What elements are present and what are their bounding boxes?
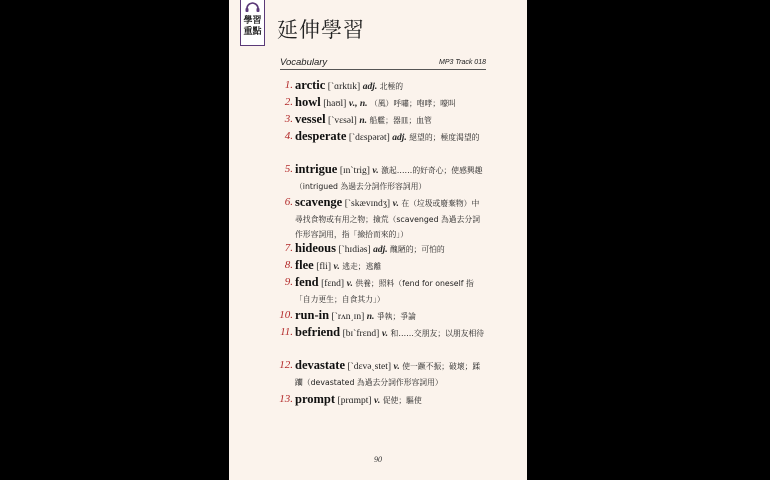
entry-ipa: [ˋhɪdiəs] bbox=[338, 245, 371, 255]
entry-ipa: [ˋdɛspərət] bbox=[348, 133, 390, 143]
entry-pos: v. bbox=[333, 262, 340, 272]
badge-line-2: 重點 bbox=[243, 27, 262, 37]
entry-pos: v. bbox=[392, 199, 399, 209]
entry-ipa: [fli] bbox=[316, 262, 331, 272]
entry-definition: 船艦；器皿；血管 bbox=[369, 116, 432, 125]
entry-pos: n. bbox=[366, 312, 375, 322]
entry-ipa: [ˋskævɪndʒ] bbox=[344, 199, 391, 209]
entry-number: 8. bbox=[284, 259, 293, 271]
entry-ipa: [haʊl] bbox=[323, 99, 347, 109]
entry-ipa: [bɪˋfrɛnd] bbox=[342, 329, 380, 339]
vocab-entry bbox=[284, 258, 487, 275]
entry-word: scavenge bbox=[295, 195, 343, 209]
book-page bbox=[229, 0, 527, 480]
entry-pos: v. bbox=[346, 279, 353, 289]
entry-pos: n. bbox=[359, 116, 367, 126]
entry-number: 3. bbox=[284, 113, 293, 125]
entry-number: 10. bbox=[279, 309, 293, 321]
entry-ipa: [ˋdɛvəˏstet] bbox=[347, 362, 392, 372]
entry-definition: 逃走；逃離 bbox=[342, 262, 382, 271]
track-label: MP3 Track 018 bbox=[439, 59, 486, 66]
entry-pos: v. bbox=[374, 396, 381, 406]
entry-definition: 促使；驅使 bbox=[382, 396, 422, 405]
entry-definition: 使一蹶不振；破壞；蹂躪（devastated 為過去分詞作形容詞用） bbox=[295, 362, 481, 387]
entry-definition: 激起……的好奇心；使感興趣（intrigued 為過去分詞作形容詞用） bbox=[295, 166, 483, 191]
entry-word: befriend bbox=[295, 325, 341, 339]
headphones-icon bbox=[244, 1, 261, 13]
entry-ipa: [ˋrʌn͵ɪn] bbox=[331, 312, 365, 322]
entry-definition: （風）呼嘯；咆哮；嚎叫 bbox=[369, 99, 456, 108]
entry-word: desperate bbox=[295, 129, 347, 143]
entry-definition: 絕望的；極度渴望的 bbox=[409, 133, 480, 142]
vocab-entry bbox=[284, 162, 487, 194]
vocab-entry bbox=[280, 325, 487, 342]
entry-pos: adj. bbox=[362, 82, 378, 92]
entry-number: 9. bbox=[284, 276, 293, 288]
section-label: Vocabulary bbox=[280, 57, 328, 68]
entry-ipa: [prɑmpt] bbox=[337, 396, 372, 406]
entry-ipa: [ˋɑrktɪk] bbox=[327, 82, 361, 92]
entry-ipa: [ɪnˋtrig] bbox=[339, 166, 370, 176]
vocab-entry bbox=[279, 308, 487, 325]
page-number: 90 bbox=[374, 455, 382, 464]
entry-definition: 和……交朋友；以朋友相待 bbox=[390, 329, 485, 338]
entry-pos: adj. bbox=[373, 245, 388, 255]
section-badge bbox=[240, 0, 265, 46]
entry-word: intrigue bbox=[295, 162, 338, 176]
vocab-entry bbox=[284, 112, 487, 129]
entry-number: 1. bbox=[284, 79, 293, 91]
entry-pos: adj. bbox=[392, 133, 407, 143]
entry-number: 11. bbox=[280, 326, 293, 338]
entry-number: 2. bbox=[284, 96, 293, 108]
entry-definition: 醜陋的；可怕的 bbox=[390, 245, 445, 254]
entry-pos: v. bbox=[372, 166, 379, 176]
entry-definition: 爭執；爭論 bbox=[376, 312, 416, 321]
divider bbox=[280, 69, 486, 70]
vocab-entry bbox=[279, 392, 487, 409]
entry-word: hideous bbox=[295, 241, 336, 255]
entry-number: 12. bbox=[279, 359, 293, 371]
vocab-entry bbox=[284, 241, 487, 258]
vocab-entry bbox=[284, 195, 487, 242]
entry-number: 5. bbox=[284, 163, 293, 175]
entry-word: run-in bbox=[295, 308, 330, 322]
vocab-entry bbox=[284, 78, 487, 95]
entry-word: vessel bbox=[295, 112, 326, 126]
vocab-entry bbox=[284, 275, 487, 307]
badge-line-1: 學習 bbox=[243, 16, 262, 26]
entry-pos: v. bbox=[393, 362, 400, 372]
entry-number: 4. bbox=[284, 130, 293, 142]
entry-number: 7. bbox=[284, 242, 293, 254]
entry-ipa: [ˋvɛsəl] bbox=[328, 116, 357, 126]
entry-number: 13. bbox=[279, 393, 293, 405]
entry-ipa: [fɛnd] bbox=[321, 279, 345, 289]
entry-word: arctic bbox=[295, 78, 326, 92]
vocab-entry bbox=[284, 129, 487, 146]
entry-pos: v., n. bbox=[348, 99, 368, 109]
page-title: 延伸學習 bbox=[277, 18, 365, 42]
entry-word: flee bbox=[295, 258, 314, 272]
entry-pos: v. bbox=[381, 329, 389, 339]
vocab-entry bbox=[284, 95, 487, 112]
entry-definition: 北極的 bbox=[379, 82, 404, 91]
entry-number: 6. bbox=[284, 196, 293, 208]
entry-word: prompt bbox=[295, 392, 336, 406]
entry-definition: 在（垃圾或廢棄物）中尋找食物或有用之物；撿荒（scavenged 為過去分詞作形容詞用，指「撿拾而來的」） bbox=[295, 199, 480, 239]
entry-word: fend bbox=[295, 275, 319, 289]
vocab-entry bbox=[279, 358, 487, 390]
entry-word: devastate bbox=[295, 358, 345, 372]
entry-word: howl bbox=[295, 95, 321, 109]
entry-definition: 供養；照料（fend for oneself 指「自力更生；自食其力」） bbox=[295, 279, 474, 304]
